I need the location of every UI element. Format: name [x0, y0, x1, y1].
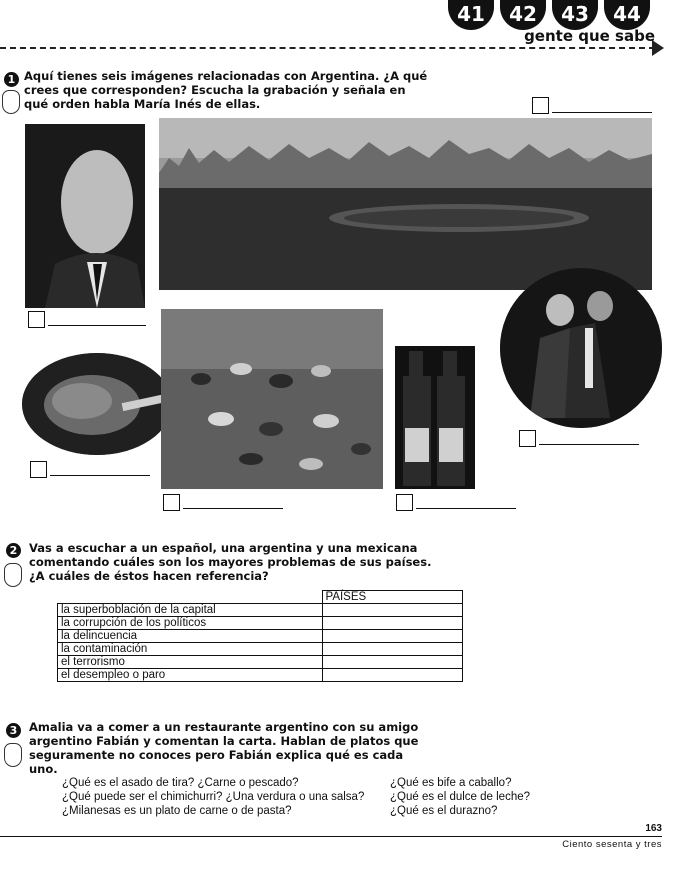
- question-item: ¿Qué es bife a caballo?: [390, 777, 512, 789]
- question-item: ¿Qué es el durazno?: [390, 805, 498, 817]
- table-row: [58, 604, 463, 617]
- unit-tab: 42: [500, 0, 546, 30]
- answer-checkbox[interactable]: [396, 494, 413, 511]
- meat-photo: [22, 353, 172, 455]
- answer-checkbox[interactable]: [532, 97, 549, 114]
- table-row: [58, 643, 463, 656]
- unit-tab: 44: [604, 0, 650, 30]
- answer-checkbox[interactable]: [28, 311, 45, 328]
- answer-cell[interactable]: [322, 656, 463, 669]
- dashed-divider: [0, 47, 655, 49]
- wine-bottles-photo: [395, 346, 475, 489]
- answer-line[interactable]: [48, 325, 146, 326]
- question-item: ¿Qué es el asado de tira? ¿Carne o pescado?: [62, 777, 299, 789]
- skyline-photo: [159, 118, 652, 290]
- answer-cell[interactable]: [322, 630, 463, 643]
- answer-line[interactable]: [50, 475, 150, 476]
- answer-cell[interactable]: [322, 617, 463, 630]
- answer-cell[interactable]: [322, 669, 463, 682]
- answer-line[interactable]: [183, 508, 283, 509]
- footer-divider: [0, 836, 662, 837]
- ear-listening-icon: [4, 743, 22, 767]
- exercise-3-instruction: Amalia va a comer a un restaurante argentino con su amigo argentino Fabián y comentan la carta. Hablan de platos que seguramente no conoces pero Fabián explica qué es cada uno.: [29, 720, 419, 776]
- column-header-paises: PAÍSES: [322, 591, 463, 604]
- ear-listening-icon: [2, 90, 20, 114]
- arrow-icon: [652, 40, 664, 56]
- exercise-2-instruction: Vas a escuchar a un español, una argentina y una mexicana comentando cuáles son los mayores problemas de sus países. ¿A cuáles de éstos hacen referencia?: [29, 541, 432, 583]
- exercise-number: 3: [6, 723, 21, 738]
- questions-right: [390, 776, 590, 818]
- problem-label: el desempleo o paro: [58, 669, 323, 682]
- questions-left: [62, 776, 382, 818]
- cattle-photo: [161, 309, 383, 489]
- table-row: [58, 617, 463, 630]
- problem-label: la contaminación: [58, 643, 323, 656]
- unit-tab: 41: [448, 0, 494, 30]
- question-item: ¿Qué puede ser el chimichurri? ¿Una verdura o una salsa?: [62, 791, 365, 803]
- table-row: [58, 656, 463, 669]
- problem-label: la corrupción de los políticos: [58, 617, 323, 630]
- table-row: [58, 669, 463, 682]
- answer-checkbox[interactable]: [519, 430, 536, 447]
- page-number: 163: [645, 823, 662, 834]
- problem-label: el terrorismo: [58, 656, 323, 669]
- exercise-number: 2: [6, 543, 21, 558]
- answer-cell[interactable]: [322, 643, 463, 656]
- tango-photo: [500, 268, 662, 428]
- answer-line[interactable]: [539, 444, 639, 445]
- table-header-row: [58, 591, 463, 604]
- answer-checkbox[interactable]: [30, 461, 47, 478]
- table-row: [58, 630, 463, 643]
- page-number-words: Ciento sesenta y tres: [562, 839, 662, 850]
- unit-tabs: [448, 0, 650, 30]
- problem-label: la superboblación de la capital: [58, 604, 323, 617]
- answer-line[interactable]: [416, 508, 516, 509]
- answer-checkbox[interactable]: [163, 494, 180, 511]
- book-title: gente que sabe: [524, 27, 655, 45]
- empty-header-cell: [58, 591, 323, 604]
- portrait-photo: [25, 124, 145, 308]
- exercise-number: 1: [4, 72, 19, 87]
- question-item: ¿Milanesas es un plato de carne o de pasta?: [62, 805, 292, 817]
- answer-line[interactable]: [552, 112, 652, 113]
- unit-tab: 43: [552, 0, 598, 30]
- problems-table: [57, 590, 463, 682]
- answer-cell[interactable]: [322, 604, 463, 617]
- ear-listening-icon: [4, 563, 22, 587]
- problem-label: la delincuencia: [58, 630, 323, 643]
- question-item: ¿Qué es el dulce de leche?: [390, 791, 531, 803]
- exercise-1-instruction: Aquí tienes seis imágenes relacionadas con Argentina. ¿A qué crees que corresponden? Escucha la grabación y señala en qué orden habla María Inés de ellas.: [24, 69, 428, 111]
